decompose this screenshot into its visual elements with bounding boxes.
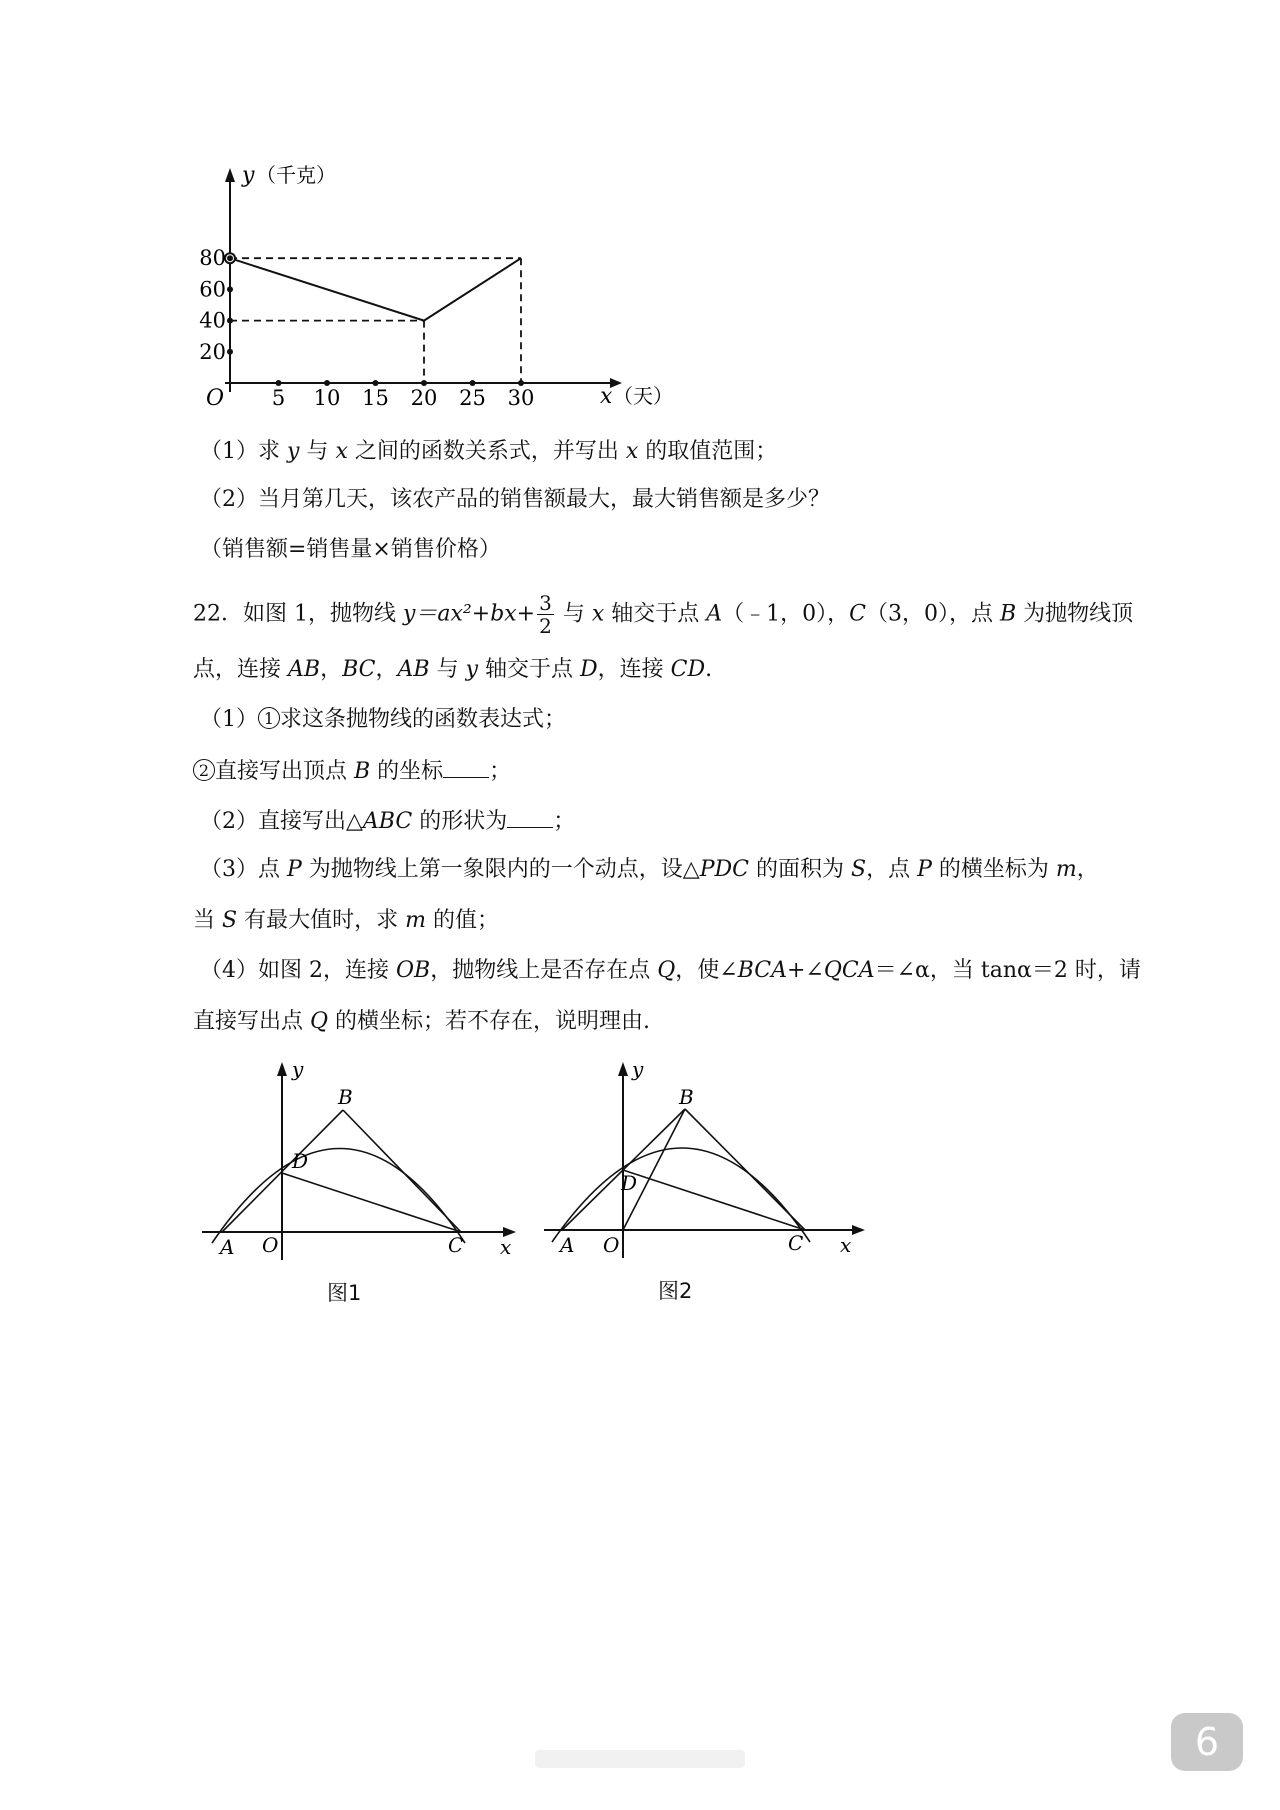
x-axis-unit: （天） xyxy=(613,384,673,408)
fraction-3-2: $\frac{3}{2}$ xyxy=(539,591,552,638)
y-tick-label-60: 60 xyxy=(199,277,226,302)
x-tick-label-5: 5 xyxy=(271,386,286,410)
y-ticks xyxy=(199,246,233,364)
segment-OB xyxy=(623,1109,685,1230)
q22-sub3: （3）点 P 为抛物线上第一象限内的一个动点，设△PDC 的面积为 S，点 P 的横坐标为 m， xyxy=(200,857,1099,882)
y-tick-label-20: 20 xyxy=(199,339,226,364)
circled-number-1: 1 xyxy=(258,707,280,729)
y-axis-arrow xyxy=(618,1062,628,1076)
x-ticks xyxy=(272,380,535,410)
label-D: D xyxy=(621,1171,638,1195)
figure-1-caption: 图1 xyxy=(327,1281,362,1305)
x-tick-label-15: 15 xyxy=(362,386,389,410)
sales-chart xyxy=(190,160,690,420)
q22-line1: 22．如图 1，抛物线 y＝ax²+bx+ $\frac{3}{2}$ 与 x 轴交于点 A（﹣1，0），C（3，0），点 B 为抛物线顶 xyxy=(193,591,1134,638)
figure-2-caption: 图2 xyxy=(658,1279,693,1303)
label-y: y xyxy=(632,1060,644,1081)
x-tick-label-30: 30 xyxy=(507,386,535,410)
label-O: O xyxy=(262,1233,279,1257)
label-D: D xyxy=(292,1149,309,1173)
origin-label: O xyxy=(206,386,225,411)
x-axis-arrow xyxy=(852,1225,865,1235)
q22-line2: 点，连接 AB，BC，AB 与 y 轴交于点 D，连接 CD. xyxy=(193,657,713,682)
answer-blank xyxy=(507,805,553,828)
segment-BC xyxy=(685,1109,805,1230)
label-B: B xyxy=(679,1085,694,1109)
y-axis-arrow xyxy=(225,168,235,182)
figure-2 xyxy=(540,1060,870,1260)
x-axis-var: x xyxy=(600,384,613,409)
x-tick-label-20: 20 xyxy=(410,386,438,410)
figure-1 xyxy=(200,1060,530,1260)
x-tick-label-25: 25 xyxy=(459,386,486,410)
label-x: x xyxy=(500,1235,512,1259)
data-line xyxy=(230,258,521,320)
x-tick-label-10: 10 xyxy=(313,386,341,410)
y-tick-dot-40 xyxy=(227,318,233,324)
label-C: C xyxy=(788,1231,804,1255)
answer-blank xyxy=(443,755,489,778)
q22-sub2: （2）直接写出△ABC 的形状为 ； xyxy=(200,805,575,837)
q21-part2: （2）当月第几天，该农产品的销售额最大，最大销售额是多少？ xyxy=(200,487,830,512)
segment-BC xyxy=(343,1110,461,1232)
q22-sub1: （1） 1 求这条抛物线的函数表达式； xyxy=(200,707,567,732)
q21-note: （销售额=销售量×销售价格） xyxy=(200,537,501,562)
label-O: O xyxy=(603,1233,620,1257)
y-axis-arrow xyxy=(277,1062,287,1076)
y-tick-dot-60 xyxy=(227,286,233,292)
label-B: B xyxy=(338,1085,353,1109)
y-tick-label-40: 40 xyxy=(199,308,226,333)
reference-lines xyxy=(230,258,521,383)
q22-sub4: （4）如图 2，连接 OB，抛物线上是否存在点 Q，使∠BCA+∠QCA＝∠α，当 tanα＝2 时，请 xyxy=(200,958,1141,983)
q22-sub1b: 2 直接写出顶点 B 的坐标 ； xyxy=(193,755,511,787)
q21-part1: （1）求 y 与 x 之间的函数关系式，并写出 x 的取值范围； xyxy=(200,439,778,464)
label-x: x xyxy=(840,1233,852,1257)
y-tick-dot-20 xyxy=(227,349,233,355)
label-A: A xyxy=(560,1233,575,1257)
label-C: C xyxy=(448,1233,464,1257)
footer-watermark xyxy=(535,1750,745,1768)
page-number-badge: 6 xyxy=(1171,1713,1243,1771)
y-tick-label-80: 80 xyxy=(199,246,226,271)
q22-sub3b: 当 S 有最大值时，求 m 的值； xyxy=(193,908,499,933)
y-axis-unit: （千克） xyxy=(256,163,336,187)
y-axis-var: y xyxy=(242,163,255,188)
label-A: A xyxy=(220,1235,235,1259)
label-y: y xyxy=(292,1060,304,1081)
circled-number-2: 2 xyxy=(193,759,215,781)
q22-sub4b: 直接写出点 Q 的横坐标；若不存在，说明理由. xyxy=(193,1009,651,1034)
y-tick-dot-80 xyxy=(227,255,233,261)
